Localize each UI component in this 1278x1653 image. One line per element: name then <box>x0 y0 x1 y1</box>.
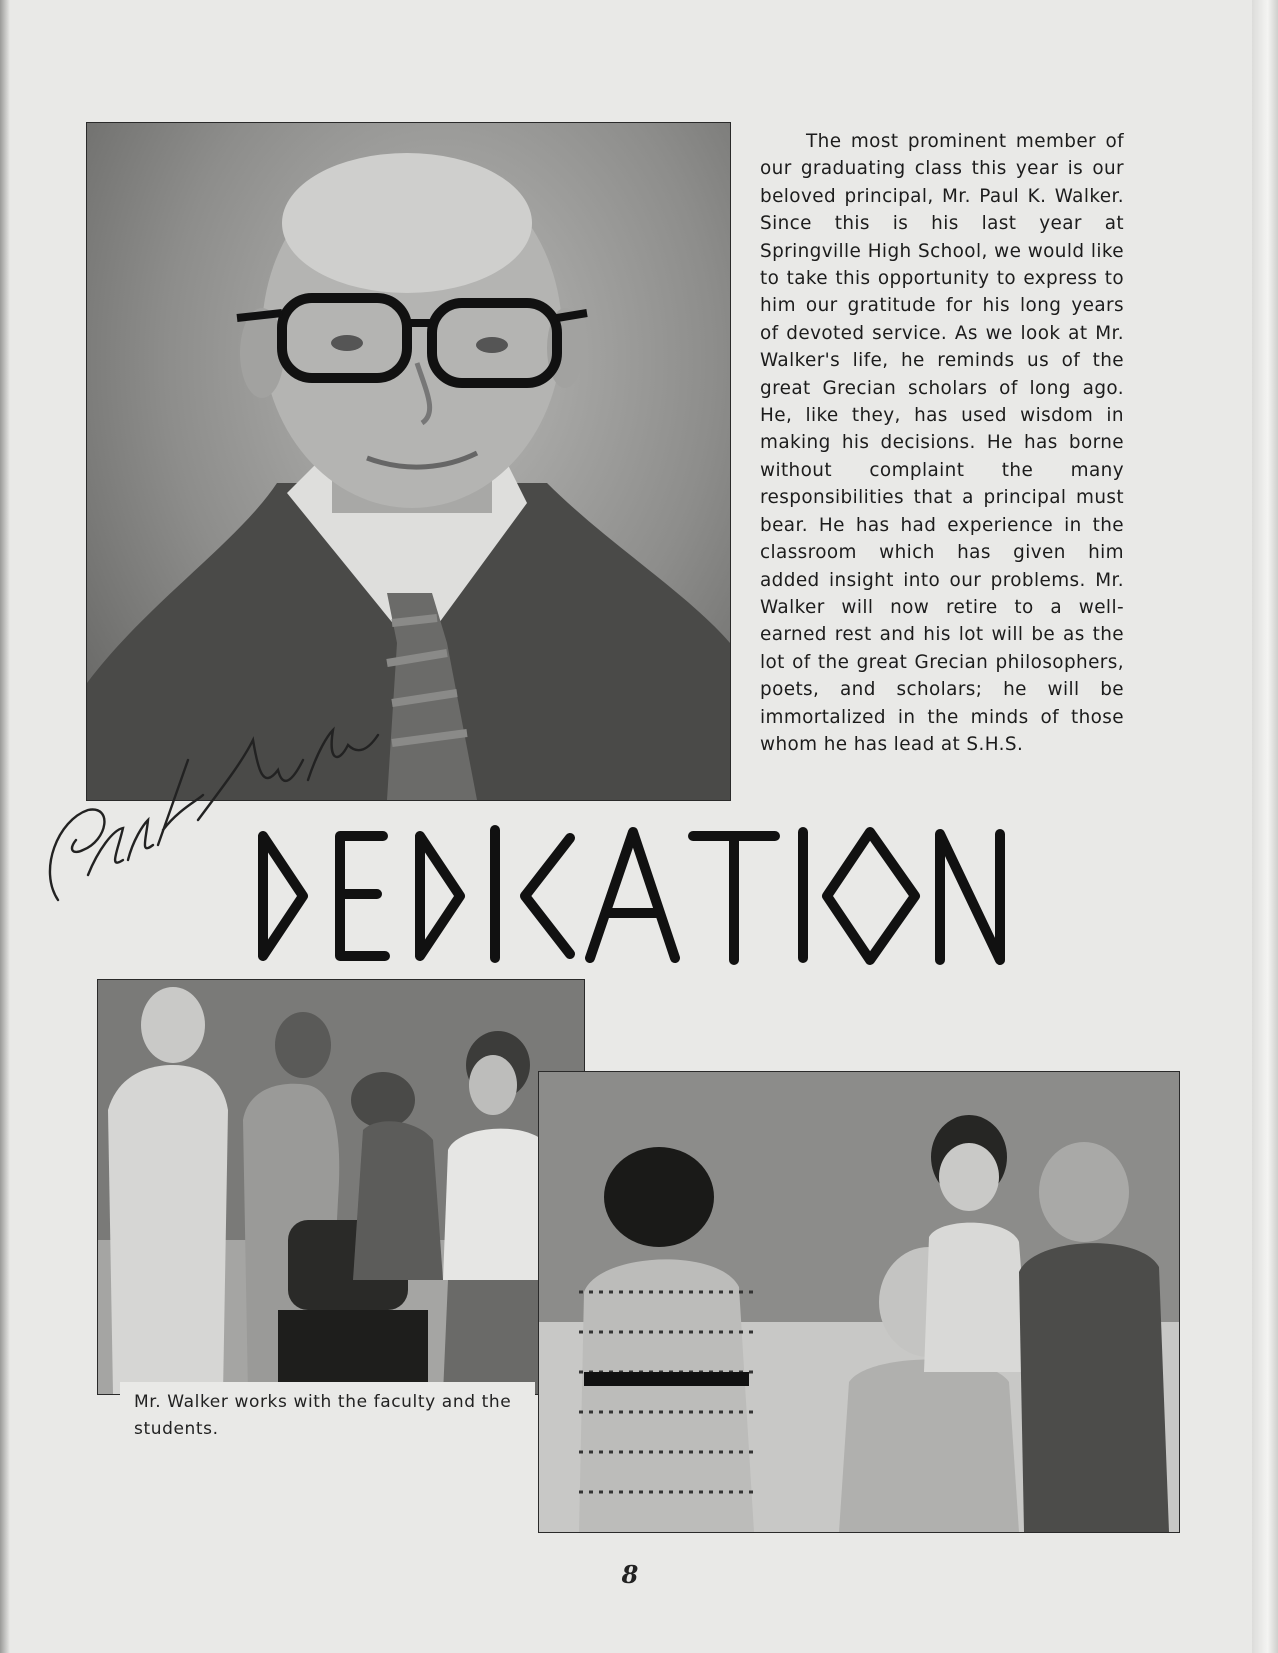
signature <box>28 700 388 920</box>
page-right-edge <box>1252 0 1278 1653</box>
photo-caption: Mr. Walker works with the faculty and the students. <box>134 1392 512 1439</box>
students-photo <box>538 1071 1180 1533</box>
page-left-shadow <box>0 0 10 1653</box>
dedication-paragraph: The most prominent member of our graduating class this year is our beloved principal, Mr. Paul K. Walker. Since this is his last year at Springville High School, we would like to take this opportunity to express to him our gratitude for his long years of devoted service. As we look at Mr. Walker's life, he reminds us of the great Grecian scholars of long ago. He, like they, has used wisdom in making his decisions. He has borne without complaint the many responsibilities that a principal must bear. He has had experience in the classroom which has given him added insight into our problems. Mr. Walker will now retire to a well-earned rest and his lot will be as the lot of the great Grecian philosophers, poets, and scholars; he will be immortalized in the minds of those whom he has lead at S.H.S. <box>760 131 1124 755</box>
signature-text: Paul K. Walker <box>48 900 56 901</box>
page-number: 8 <box>621 1560 639 1589</box>
dedication-heading-text: DEDICATION <box>635 958 642 959</box>
faculty-photo <box>97 979 585 1395</box>
